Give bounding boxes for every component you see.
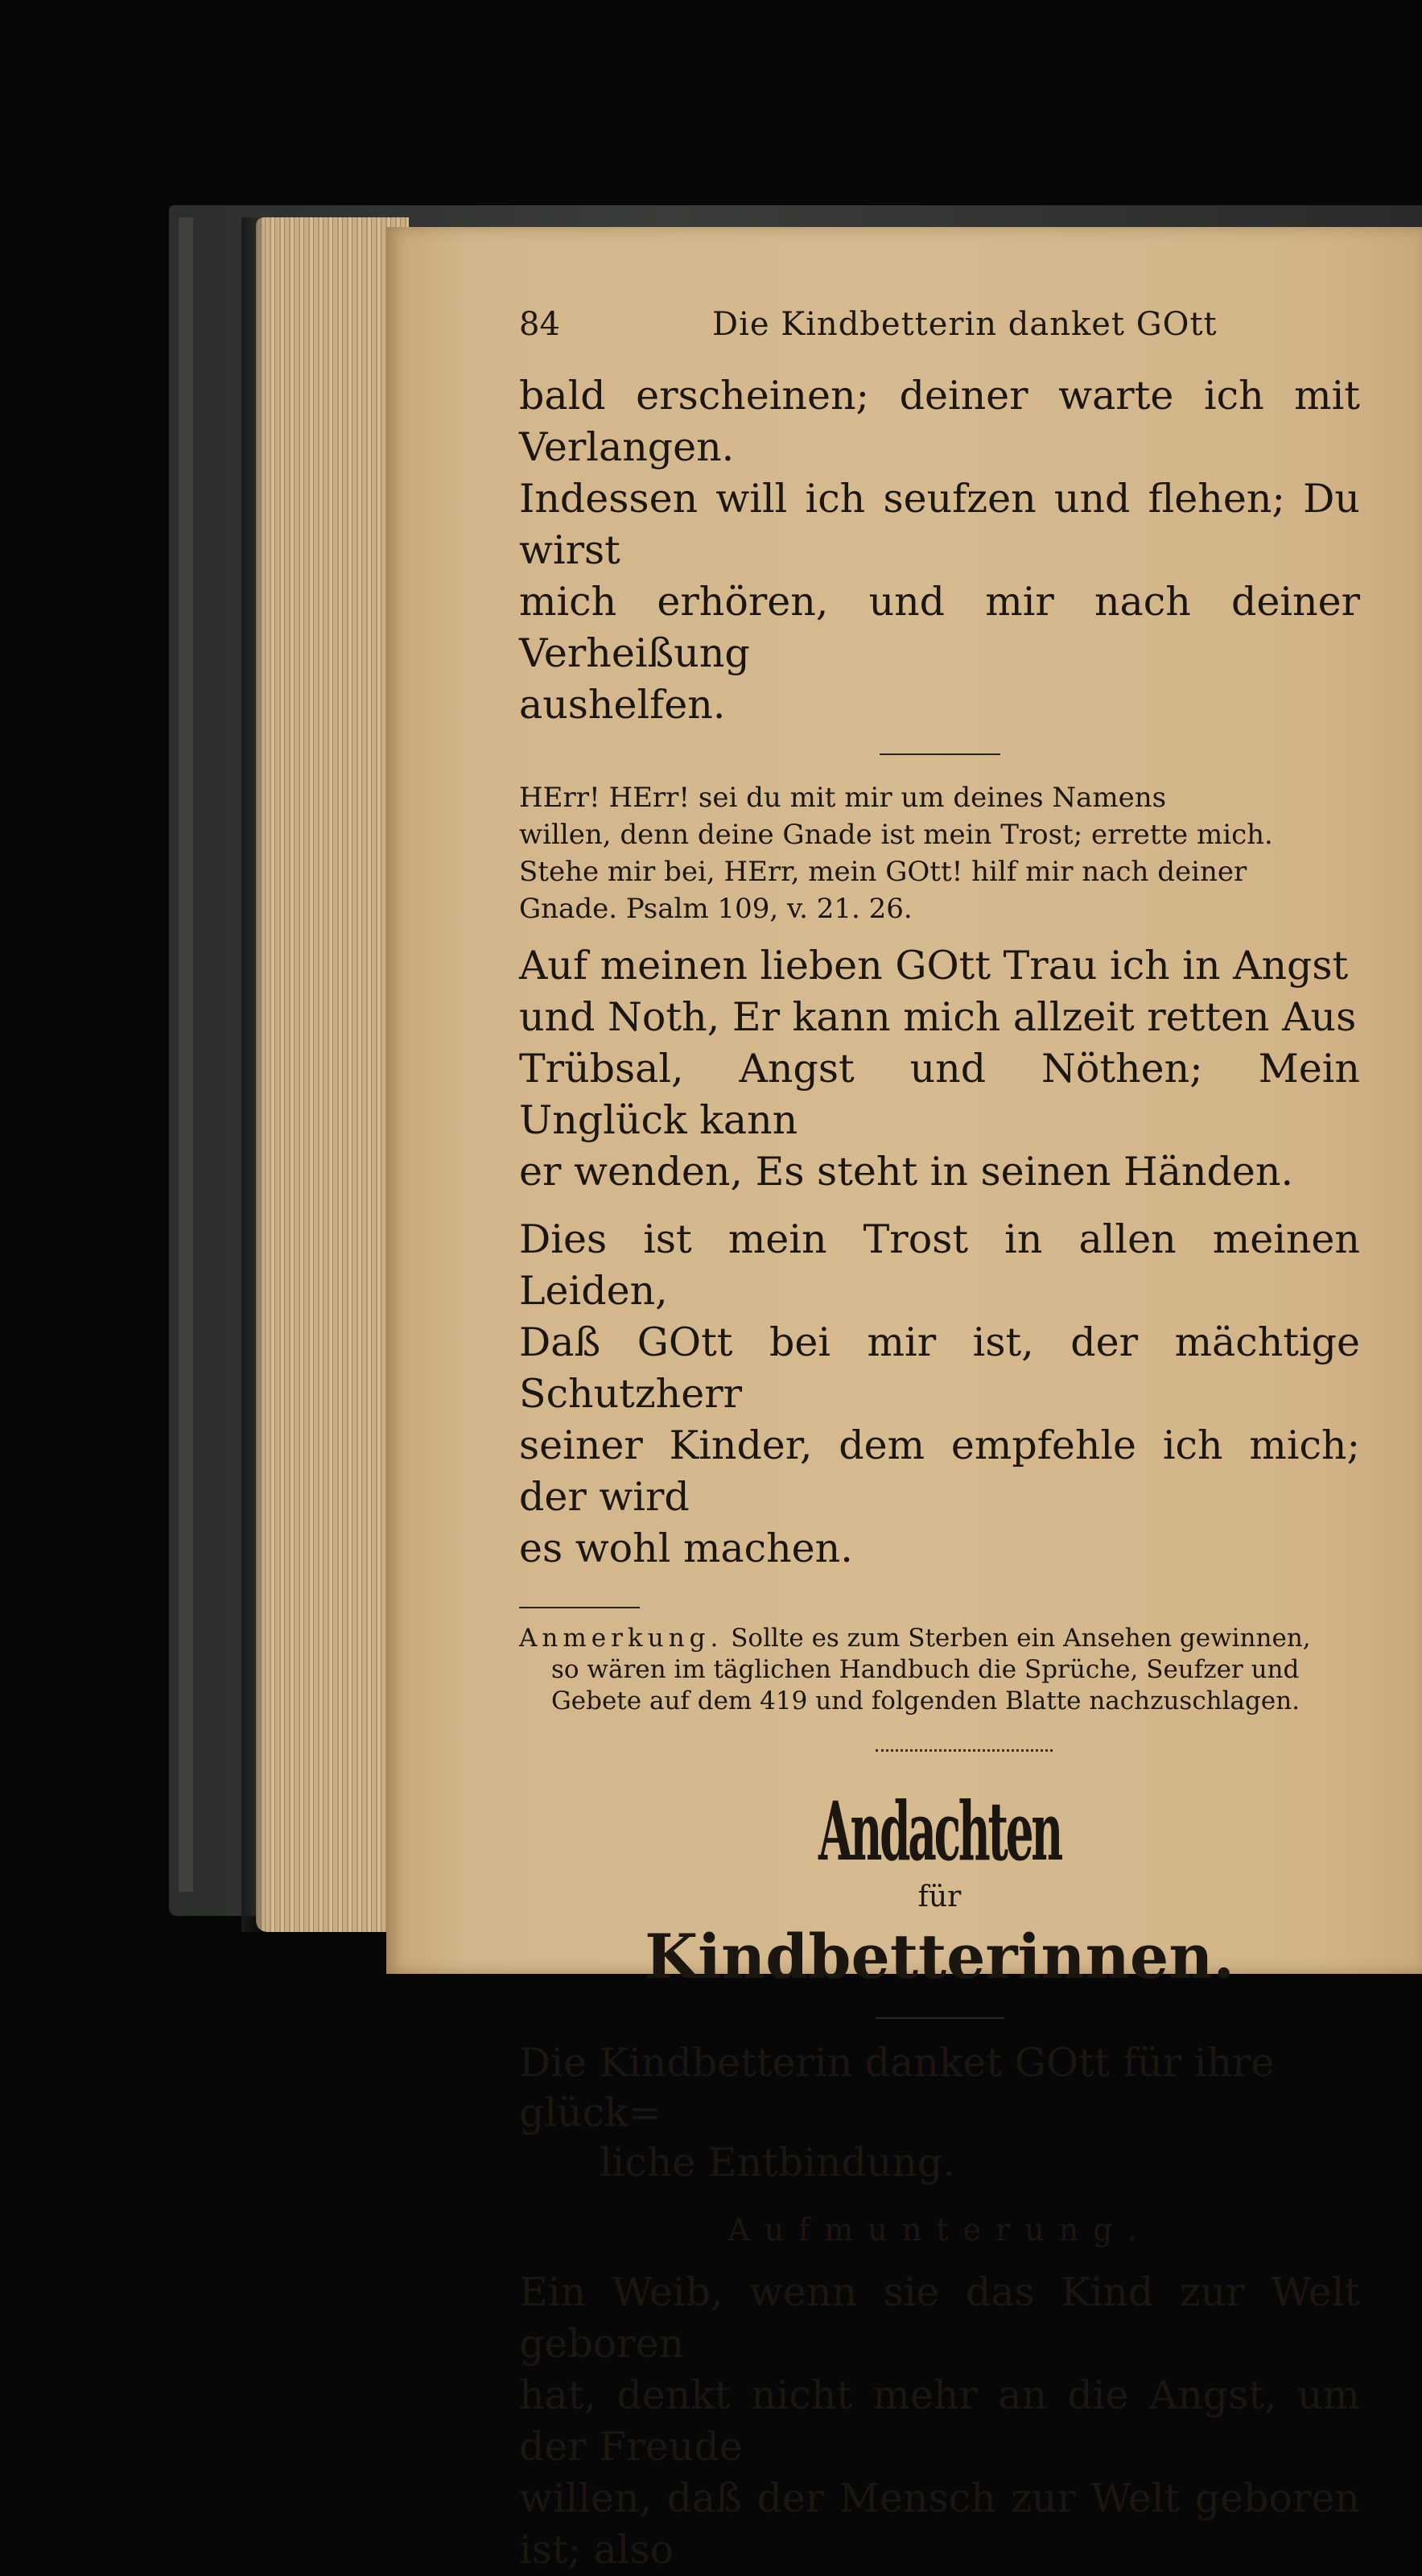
text-line: Gnade. Psalm 109, v. 21. 26.	[519, 893, 913, 925]
section-heading-connector: für	[917, 1880, 962, 1913]
text-line: Stehe mir bei, HErr, mein GOtt! hilf mir nach deiner	[519, 856, 1247, 888]
text-line: Dies ist mein Trost in allen meinen Leiden,	[519, 1216, 1360, 1314]
footnote-line: Gebete auf dem 419 und folgenden Blatte nachzuschlagen.	[551, 1686, 1300, 1715]
text-line: hat, denkt nicht mehr an die Angst, um der Freude	[519, 2372, 1360, 2470]
text-line: aushelfen.	[519, 682, 726, 728]
chapter-title-line: liche Entbindung.	[600, 2140, 955, 2186]
text-line: Indessen will ich seufzen und flehen; Du wirst	[519, 476, 1360, 573]
footnote-label: Anmerkung.	[519, 1624, 723, 1653]
footnote	[519, 1623, 1360, 1717]
section-body	[519, 2267, 1360, 2576]
footnote-line: Sollte es zum Sterben ein Ansehen gewinnen,	[731, 1624, 1311, 1653]
page-number: 84	[519, 306, 560, 343]
running-head	[519, 306, 1360, 354]
chapter-title-line: Die Kindbetterin danket GOtt für ihre glück=	[519, 2040, 1275, 2136]
footnote-line: so wären im täglichen Handbuch die Sprüche, Seufzer und	[551, 1655, 1300, 1684]
text-line: willen, denn deine Gnade ist mein Trost; errette mich.	[519, 819, 1273, 851]
divider-rule	[880, 753, 1000, 755]
text-line: und Noth, Er kann mich allzeit retten Aus	[519, 994, 1357, 1040]
psalm-quote	[519, 779, 1360, 927]
text-line: Trübsal, Angst und Nöthen; Mein Unglück kann	[519, 1046, 1360, 1143]
divider-rule	[876, 2017, 1004, 2019]
page-edges-shadow	[241, 217, 266, 1932]
dotted-separator	[876, 1749, 1053, 1752]
text-line: willen, daß der Mensch zur Welt geboren ist; also	[519, 2475, 1360, 2573]
text-line: Auf meinen lieben GOtt Trau ich in Angst	[519, 943, 1349, 989]
text-line: es wohl machen.	[519, 1525, 853, 1571]
section-heading: Andachten	[818, 1784, 1061, 1879]
footnote-rule	[519, 1607, 640, 1608]
text-line: Daß GOtt bei mir ist, der mächtige Schutzherr	[519, 1319, 1360, 1417]
text-line: Ein Weib, wenn sie das Kind zur Welt geboren	[519, 2269, 1360, 2367]
page-content	[519, 306, 1360, 2576]
running-head-title: Die Kindbetterin danket GOtt	[712, 306, 1218, 343]
verse-2	[519, 1214, 1360, 1575]
text-line: bald erscheinen; deiner warte ich mit Verlangen.	[519, 373, 1360, 470]
paragraph-1	[519, 370, 1360, 731]
section-subheading: Kindbetterinnen.	[645, 1921, 1234, 1992]
text-line: er wenden, Es steht in seinen Händen.	[519, 1149, 1294, 1195]
text-line: mich erhören, und mir nach deiner Verheißung	[519, 579, 1360, 676]
verse-1	[519, 940, 1360, 1198]
cover-edge	[179, 217, 193, 1892]
text-line: seiner Kinder, dem empfehle ich mich; der wird	[519, 1422, 1360, 1520]
text-line: HErr! HErr! sei du mit mir um deines Namens	[519, 782, 1167, 814]
chapter-title	[519, 2038, 1360, 2188]
aufmunterung-label: Aufmunterung.	[727, 2212, 1152, 2248]
